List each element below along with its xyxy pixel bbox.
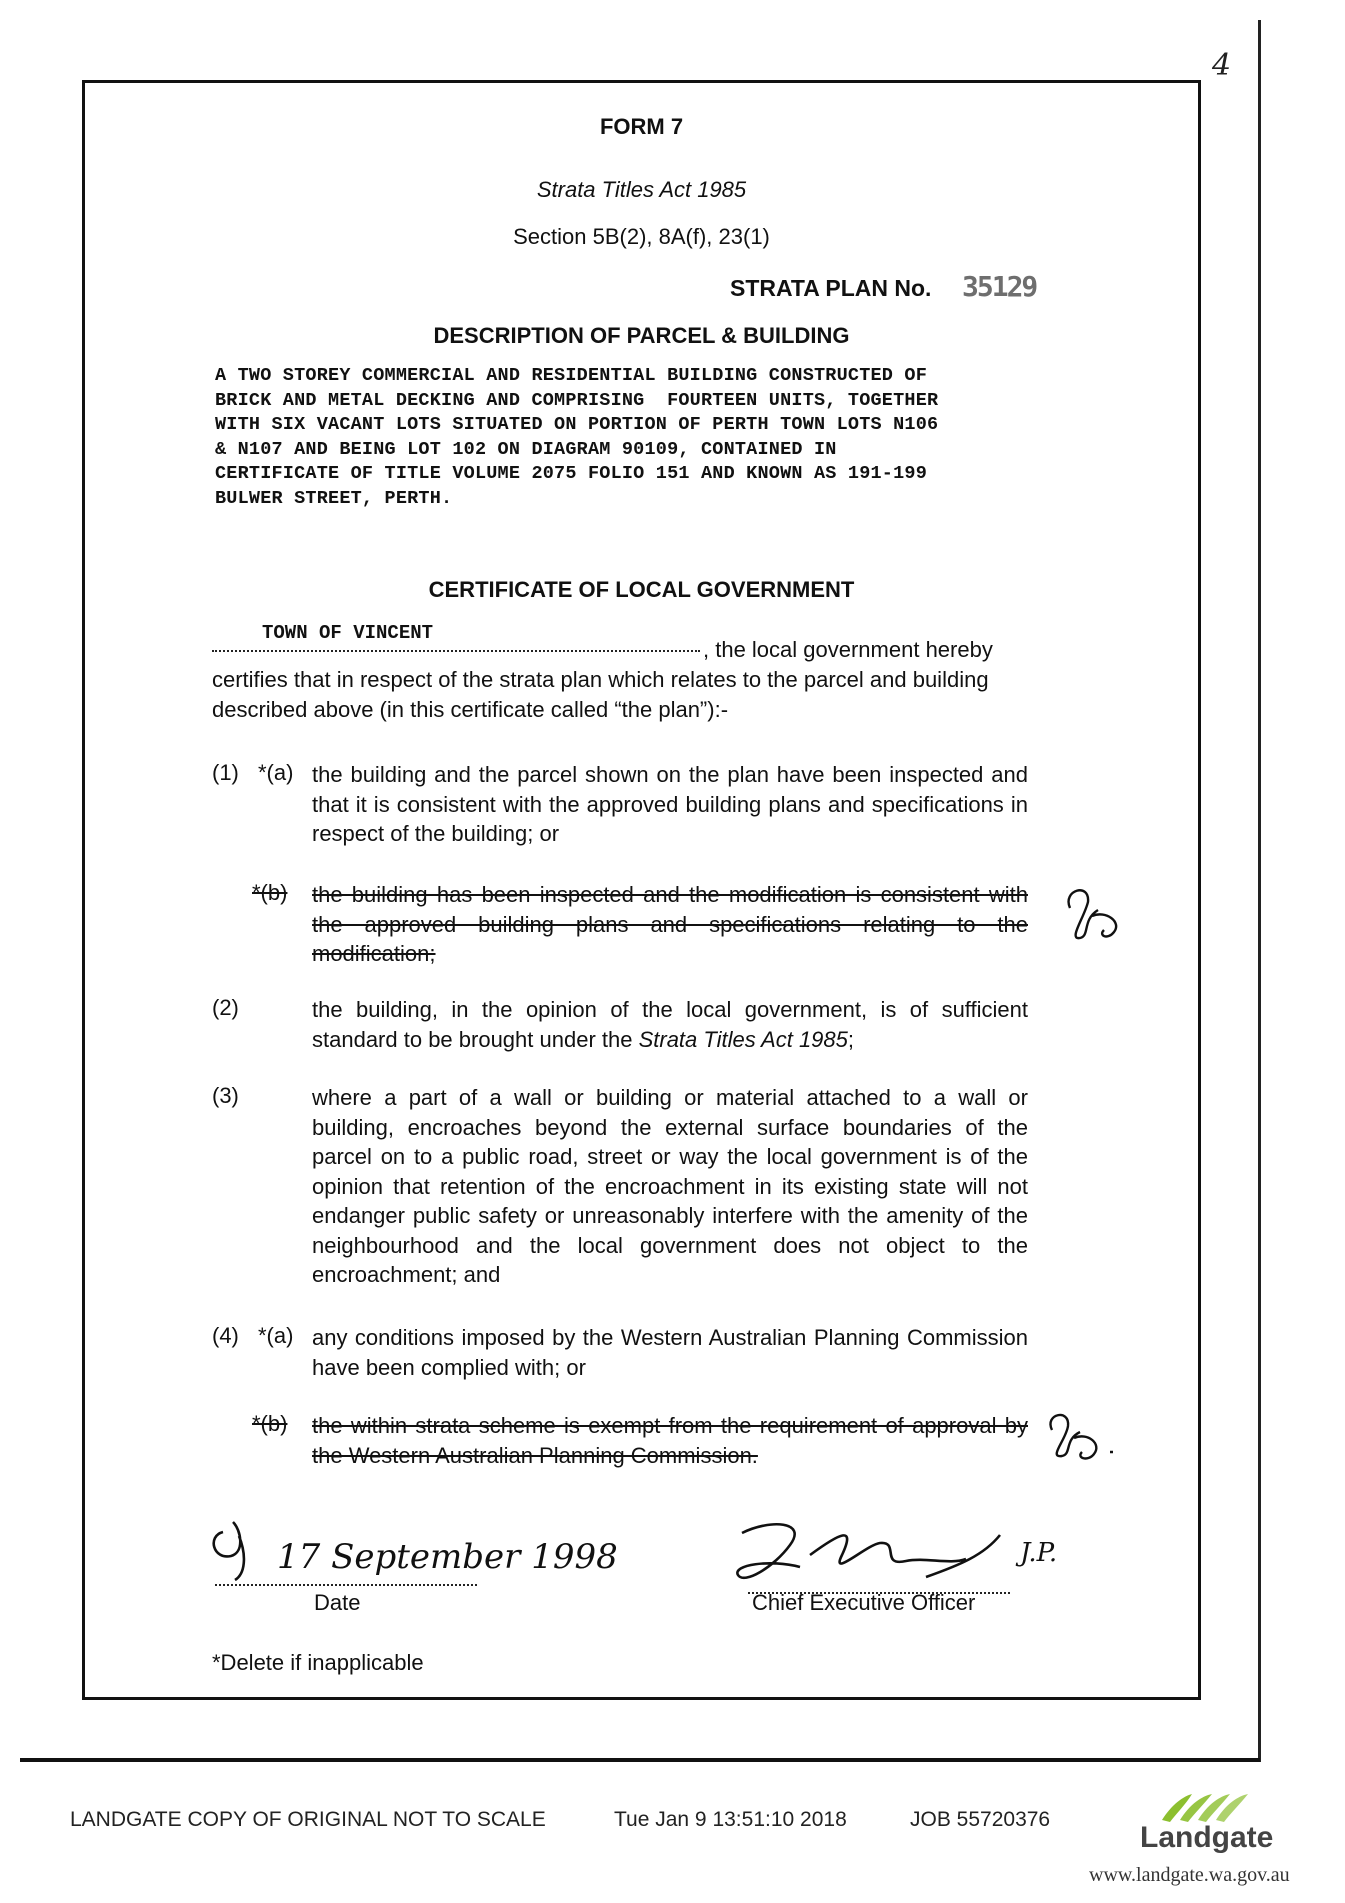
clause-2-text: the building, in the opinion of the local government, is of sufficient standard to be brought under the Strata Titles Act 1985;	[312, 997, 1028, 1052]
clause-1b-text: the building has been inspected and the modification is consistent with the approved building plans and specifications relating to the modification;	[312, 882, 1028, 966]
date-handwritten-text: 17 September 1998	[277, 1537, 618, 1577]
act-title: Strata Titles Act 1985	[536, 177, 747, 202]
clause-3-text: where a part of a wall or building or material attached to a wall or building, encroaches beyond the external surface boundaries of the parcel on to a public road, street or way the local government is of the opinion that retention of the encroachment in its existing state will not endanger public safety or unreasonably interfere with the amenity of the neighbourhood and the local government does not object to the encroachment; and	[312, 1085, 1028, 1287]
clause-1-number: (1)	[212, 760, 239, 785]
officer-label: Chief Executive Officer	[752, 1590, 976, 1615]
landgate-logo-icon	[1158, 1790, 1268, 1824]
intro-tail: , the local government hereby	[703, 637, 993, 662]
job-number: JOB 55720376	[910, 1808, 1051, 1831]
date-handwriting	[205, 1516, 618, 1586]
clause-2-number: (2)	[212, 995, 239, 1020]
certificate-intro: certifies that in respect of the strata plan which relates to the parcel and building described above (in this certificate called “the plan”):-	[212, 667, 989, 722]
jp-handwritten: J.P.	[1020, 1538, 1058, 1568]
date-label: Date	[314, 1590, 361, 1615]
page-bottom-rule	[20, 1758, 1260, 1762]
initials-mark-2	[1040, 1408, 1120, 1468]
scan-edge-line	[1258, 20, 1261, 1762]
description-text	[215, 364, 1055, 512]
description-heading: DESCRIPTION OF PARCEL & BUILDING	[433, 323, 850, 348]
clause-4b-text: the within strata scheme is exempt from the requirement of approval by the Western Australian Planning Commission.	[312, 1413, 1028, 1468]
clause-4a-label: *(a)	[258, 1323, 294, 1348]
strata-plan-number-stamp: 35129	[962, 270, 1037, 303]
clause-2-act-name: Strata Titles Act 1985	[638, 1026, 848, 1052]
clause-3-number: (3)	[212, 1083, 239, 1108]
clause-1b-label: *(b)	[252, 880, 288, 905]
name-dotted-line	[212, 650, 700, 652]
date-dotted-line	[215, 1584, 477, 1586]
certificate-heading: CERTIFICATE OF LOCAL GOVERNMENT	[428, 577, 855, 602]
landgate-wordmark: Landgate	[1140, 1821, 1274, 1854]
description-line: WITH SIX VACANT LOTS SITUATED ON PORTION OF PERTH TOWN LOTS N106	[215, 414, 939, 436]
clause-1a-text: the building and the parcel shown on the plan have been inspected and that it is consistent with the approved building plans and specifications in respect of the building; or	[312, 762, 1028, 846]
description-line: BULWER STREET, PERTH.	[215, 487, 453, 509]
clause-1a-label: *(a)	[258, 760, 294, 785]
clause-4-number: (4)	[212, 1323, 239, 1348]
clause-4b-label: *(b)	[252, 1411, 288, 1436]
page-number: 4	[1212, 48, 1232, 83]
description-line: A TWO STOREY COMMERCIAL AND RESIDENTIAL BUILDING CONSTRUCTED OF	[215, 365, 928, 386]
description-line: & N107 AND BEING LOT 102 ON DIAGRAM 90109, CONTAINED IN	[215, 438, 837, 460]
landgate-url: www.landgate.wa.gov.au	[1089, 1864, 1290, 1886]
copy-notice: LANDGATE COPY OF ORIGINAL NOT TO SCALE	[70, 1808, 546, 1831]
section-reference: Section 5B(2), 8A(f), 23(1)	[513, 224, 770, 249]
strata-plan-label: STRATA PLAN No.	[730, 275, 932, 301]
print-timestamp: Tue Jan 9 13:51:10 2018	[614, 1808, 847, 1831]
form-title: FORM 7	[599, 114, 684, 139]
clause-4a-text: any conditions imposed by the Western Australian Planning Commission have been complied with; or	[312, 1325, 1028, 1380]
footnote: *Delete if inapplicable	[212, 1650, 424, 1675]
description-line: BRICK AND METAL DECKING AND COMPRISING FOURTEEN UNITS, TOGETHER	[215, 389, 939, 411]
local-government-name: TOWN OF VINCENT	[262, 622, 434, 644]
description-line: CERTIFICATE OF TITLE VOLUME 2075 FOLIO 151 AND KNOWN AS 191-199	[215, 463, 928, 485]
initials-mark-1	[1060, 880, 1130, 950]
